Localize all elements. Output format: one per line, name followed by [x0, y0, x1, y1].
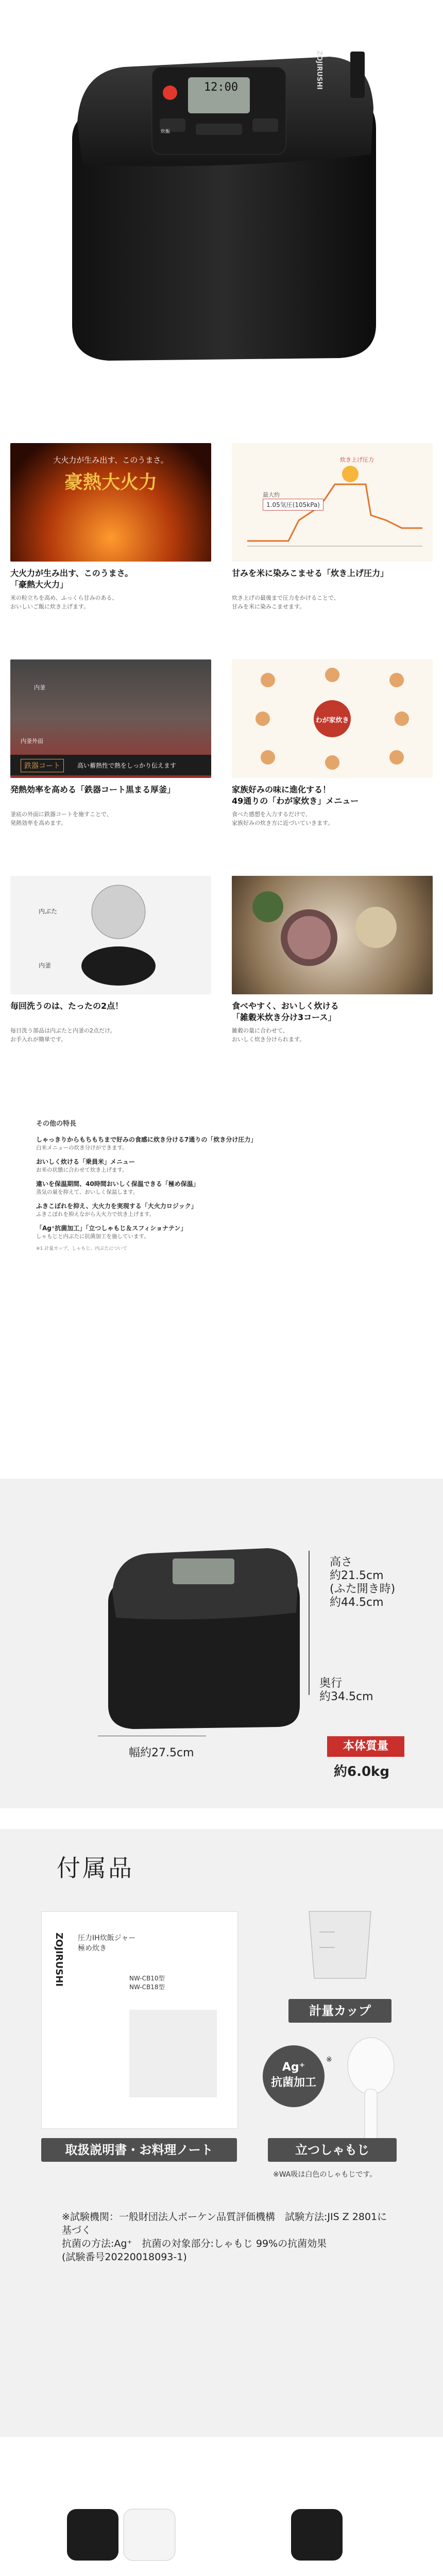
fire-image [10, 443, 211, 562]
pot-banner-title: 鉄器コート [21, 759, 64, 772]
other-features-section [36, 1118, 407, 1437]
ag-badge: Ag⁺ 抗菌加工 [263, 2045, 325, 2107]
chart-value: 1.05気圧(105kPa) [263, 499, 323, 511]
hero-section [0, 0, 443, 407]
manual-image [41, 1911, 238, 2129]
wagaya-center-label: わが家炊き [315, 717, 349, 724]
variant-single-image [283, 2499, 350, 2566]
pot-label-inner: 内釜 [34, 684, 45, 691]
meal-illustration [232, 876, 433, 994]
feature-desc: 雑穀の量に合わせて、 おいしく炊き分けられます。 [232, 1027, 305, 1043]
manual-models: NW-CB10型 NW-CB18型 [129, 1975, 165, 1991]
variant-pair-image [62, 2499, 180, 2566]
note-body: 白米メニューの炊き分けができます。 [36, 1145, 128, 1151]
height-label: 高さ 約21.5cm (ふた開き時) 約44.5cm [330, 1556, 396, 1609]
inner-pot-image [10, 659, 211, 778]
note-title: 違いを保温期間、40時間おいしく保温できる「極め保温」 [36, 1180, 199, 1188]
width-label: 幅約27.5cm [129, 1747, 194, 1759]
note-body: しゃもじと内ぶたに抗菌加工を施しています。 [36, 1233, 149, 1240]
cup-caption: 計量カップ [288, 1999, 391, 2023]
parts-illustration [10, 876, 211, 994]
feature-grain-rice [232, 876, 433, 1077]
pot-banner [10, 755, 211, 775]
pot-banner-sub: 高い蓄熱性で熱をしっかり伝えます [77, 762, 177, 769]
note-block [36, 1157, 407, 1174]
ag-note-mark: ※ [326, 2056, 332, 2064]
feature-desc: 釜底の外面に鉄器コートを施すことで、 発熱効率を高めます。 [10, 811, 112, 826]
dimensions-section [0, 1479, 443, 1808]
note-block [36, 1179, 407, 1196]
feature-title: 甘みを米に染みこませる「炊き上げ圧力」 [232, 568, 389, 578]
dimension-cooker-image [88, 1540, 319, 1736]
feature-pressure [232, 443, 433, 644]
note-body: お米の状態に合わせて炊き上げます。 [36, 1167, 128, 1173]
parts-image [10, 876, 211, 994]
chart-label: 炊き上げ圧力 [340, 456, 374, 463]
feature-wagaya [232, 659, 433, 860]
note-block [36, 1201, 407, 1218]
pressure-chart-image [232, 443, 433, 562]
button-label-cook: 炊飯 [161, 129, 171, 134]
pot-label-outer: 内釜外面 [21, 738, 43, 744]
brand-vertical: ZOJIRUSHI [315, 50, 323, 90]
manual-brand: ZOJIRUSHI [54, 1933, 64, 1987]
note-block [36, 1224, 407, 1241]
note-title: 「Ag⁺抗菌加工」「立つしゃもじ＆スフィショナテン」 [36, 1225, 187, 1232]
feature-title: 家族好みの味に進化する！ 49通りの「わが家炊き」メニュー [232, 785, 359, 806]
antibacterial-note: ※試験機関：一般財団法人ボーケン品質評価機構 試験方法:JIS Z 2801に基づく 抗菌の方法:Ag⁺ 抗菌の対象部分:しゃもじ 99%の抗菌効果 (試験番号20220018093-1) [62, 2211, 387, 2263]
feature-title: 発熱効率を高める「鉄器コート黒まる厚釜」 [10, 785, 176, 794]
note-title: おいしく炊ける「乗員米」メニュー [36, 1158, 135, 1165]
feature-desc: 毎日洗う部品は内ぶたと内釜の2点だけ。 お手入れが簡単です。 [10, 1027, 116, 1043]
fire-image-tagline: 大火力が生み出す、このうまさ。 [53, 455, 168, 465]
feature-desc: 米の粒立ちを高め、ふっくら甘みのある、 おいしいご飯に炊き上げます。 [10, 595, 118, 610]
depth-label: 奥行 約34.5cm [319, 1677, 373, 1703]
weight-value: 約6.0kg [334, 1764, 389, 1780]
chart-note: 最大約 [263, 492, 280, 498]
manual-caption: 取扱説明書・お料理ノート [41, 2138, 237, 2162]
manual-photo [129, 2010, 217, 2097]
pressure-graph [232, 443, 433, 562]
note-title: しゃっきりからもちもちまで好みの食感に炊き分ける7通りの「炊き分け圧力」 [36, 1136, 257, 1143]
note-body: ふきこぼれを抑えながら大火力で炊き上げます。 [36, 1211, 155, 1217]
note-footnote: ※1 計量カップ、しゃもじ、内ぶたについて [36, 1246, 128, 1251]
weight-badge: 本体質量 [327, 1736, 404, 1757]
feature-iron-coat [10, 659, 211, 860]
note-body: 蒸気の量を抑えて、おいしく保温します。 [36, 1189, 139, 1195]
other-features-heading: その他の特長 [36, 1120, 77, 1128]
feature-title: 大火力が生み出す、このうまさ。 「豪熱大火力」 [10, 568, 133, 589]
note-title: ふきこぼれを抑え、大火力を実現する「大火力ロジック」 [36, 1202, 197, 1210]
feature-easy-clean [10, 876, 211, 1077]
feature-large-heat [10, 443, 211, 644]
parts-label-pot: 内釜 [39, 962, 52, 969]
display-time: 12:00 [203, 81, 238, 94]
manual-title: 圧力IH炊飯ジャー 極め炊き [78, 1934, 136, 1953]
grain-rice-image [232, 876, 433, 994]
accessories-section [0, 1829, 443, 2437]
feature-desc: 炊き上げの最後まで圧力をかけることで、 甘みを米に染みこませます。 [232, 595, 339, 610]
note-block [36, 1135, 407, 1152]
measuring-cup-image [288, 1901, 391, 1989]
feature-desc: 食べた感想を入力するだけで、 家族好みの炊き方に近づいていきます。 [232, 811, 334, 826]
spatula-note: ※WA吸は白色のしゃもじです。 [273, 2171, 377, 2179]
feature-title: 食べやすく、おいしく炊ける 「雑穀米炊き分け3コース」 [232, 1001, 339, 1022]
fire-image-title: 豪熱大火力 [64, 471, 157, 493]
wagaya-diagram-image [232, 659, 433, 778]
features-section [0, 443, 443, 1097]
accessories-title: 付属品 [57, 1854, 134, 1882]
feature-title: 毎回洗うのは、たったの2点！ [10, 1001, 124, 1011]
variants-section [0, 2499, 443, 2576]
parts-label-lid: 内ぶた [39, 908, 58, 915]
spatula-caption: 立つしゃもじ [268, 2138, 397, 2162]
